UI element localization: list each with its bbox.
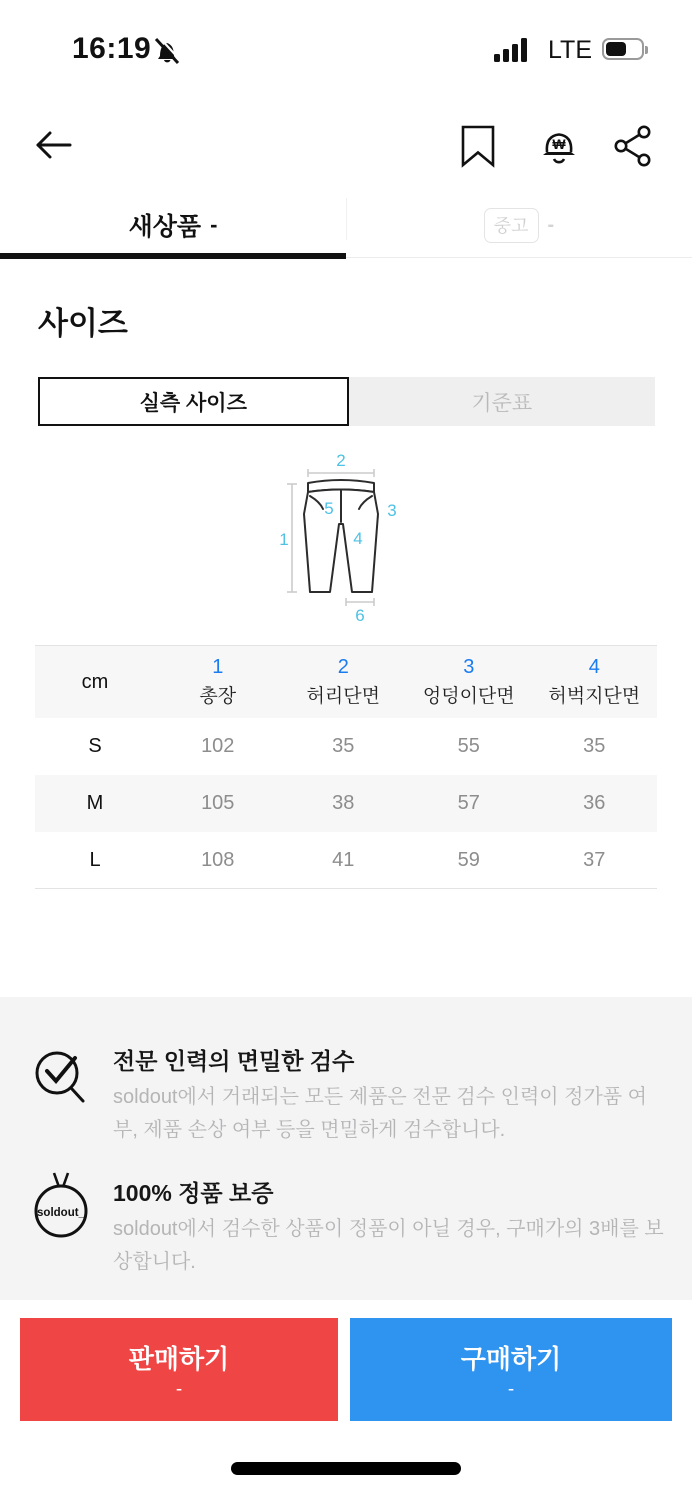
carrier-label: LTE — [548, 36, 592, 64]
inspection-title: 전문 인력의 면밀한 검수 — [113, 1048, 355, 1074]
authenticity-block — [0, 1175, 692, 1290]
cell: 36 — [583, 792, 606, 814]
toggle-measured-size[interactable]: 실측 사이즈 — [38, 377, 349, 426]
cell: 57 — [457, 792, 480, 814]
bell-slash-icon — [150, 33, 184, 67]
tab-used-price: - — [547, 213, 555, 236]
diagram-mark-6: 6 — [355, 606, 365, 624]
table-row-m — [35, 775, 657, 832]
toggle-standard-table[interactable]: 기준표 — [471, 391, 533, 415]
cell: 35 — [332, 735, 355, 757]
size-table-header — [35, 645, 657, 718]
diagram-mark-4: 4 — [353, 529, 363, 548]
buy-button[interactable] — [350, 1318, 672, 1421]
battery-icon — [602, 38, 644, 60]
size-label: L — [89, 848, 101, 871]
diagram-mark-2: 2 — [336, 452, 346, 470]
authenticity-title: 100% 정품 보증 — [113, 1180, 274, 1206]
col-label-hip: 엉덩이단면 — [422, 686, 515, 707]
size-label: M — [86, 792, 104, 814]
sell-button[interactable] — [20, 1318, 338, 1421]
cell: 37 — [583, 848, 606, 871]
inspection-body: soldout에서 거래되는 모든 제품은 전문 검수 인력이 정가품 여부, 제품 손상 여부 등을 면밀하게 검수합니다. — [113, 1086, 647, 1141]
diagram-mark-3: 3 — [387, 501, 397, 520]
sell-button-label: 판매하기 — [128, 1343, 230, 1374]
tab-new-price: - — [210, 212, 218, 237]
share-button[interactable] — [612, 124, 656, 168]
cell: 102 — [201, 735, 235, 757]
back-button[interactable] — [30, 122, 76, 168]
size-section-title: 사이즈 — [38, 306, 128, 341]
col-num: 2 — [337, 656, 349, 678]
buy-button-label: 구매하기 — [460, 1343, 562, 1374]
size-table — [35, 645, 657, 889]
col-label-total-length: 총장 — [199, 686, 237, 707]
nav-bar — [0, 108, 692, 186]
soldout-mascot-icon — [30, 1169, 92, 1241]
cell: 41 — [332, 848, 355, 871]
size-mode-toggle — [38, 377, 655, 426]
tab-used-badge: 중고 — [484, 208, 539, 243]
col-label-waist: 허리단면 — [306, 686, 380, 707]
condition-tabs — [0, 192, 692, 258]
pants-measurement-diagram — [246, 452, 446, 624]
price-alert-button[interactable] — [535, 122, 583, 170]
cell: 105 — [201, 792, 235, 814]
home-indicator[interactable] — [231, 1462, 461, 1475]
cell: 55 — [457, 735, 480, 757]
table-row-s — [35, 718, 657, 775]
guarantee-section — [0, 997, 692, 1300]
inspection-block — [0, 1043, 692, 1158]
won-glyph: ₩ — [552, 136, 566, 152]
tab-divider — [346, 198, 347, 240]
sell-button-price: - — [175, 1378, 183, 1400]
tab-new-product[interactable] — [0, 192, 346, 258]
cell: 59 — [457, 848, 480, 871]
authenticity-body: soldout에서 검수한 상품이 정품이 아닐 경우, 구매가의 3배를 보상합니다. — [113, 1218, 664, 1273]
check-magnifier-icon — [30, 1043, 92, 1107]
bookmark-button[interactable] — [458, 124, 498, 168]
status-bar — [0, 0, 692, 90]
signal-strength-icon — [494, 38, 527, 62]
diagram-mark-5: 5 — [324, 499, 334, 518]
col-num: 4 — [588, 656, 600, 678]
col-num: 3 — [463, 656, 475, 678]
cell: 108 — [201, 848, 235, 871]
table-row-l — [35, 832, 657, 889]
buy-button-price: - — [507, 1378, 515, 1400]
unit-label: cm — [81, 670, 109, 693]
tab-used[interactable] — [346, 192, 692, 258]
diagram-mark-1: 1 — [279, 530, 289, 549]
col-num: 1 — [212, 656, 224, 678]
cell: 38 — [332, 792, 355, 814]
cell: 35 — [583, 735, 606, 757]
clock: 16:19 — [72, 32, 152, 65]
tab-new-label: 새상품 — [128, 213, 202, 241]
col-label-thigh: 허벅지단면 — [548, 686, 641, 707]
size-label: S — [88, 735, 102, 757]
mascot-text: soldout_ — [37, 1207, 85, 1219]
